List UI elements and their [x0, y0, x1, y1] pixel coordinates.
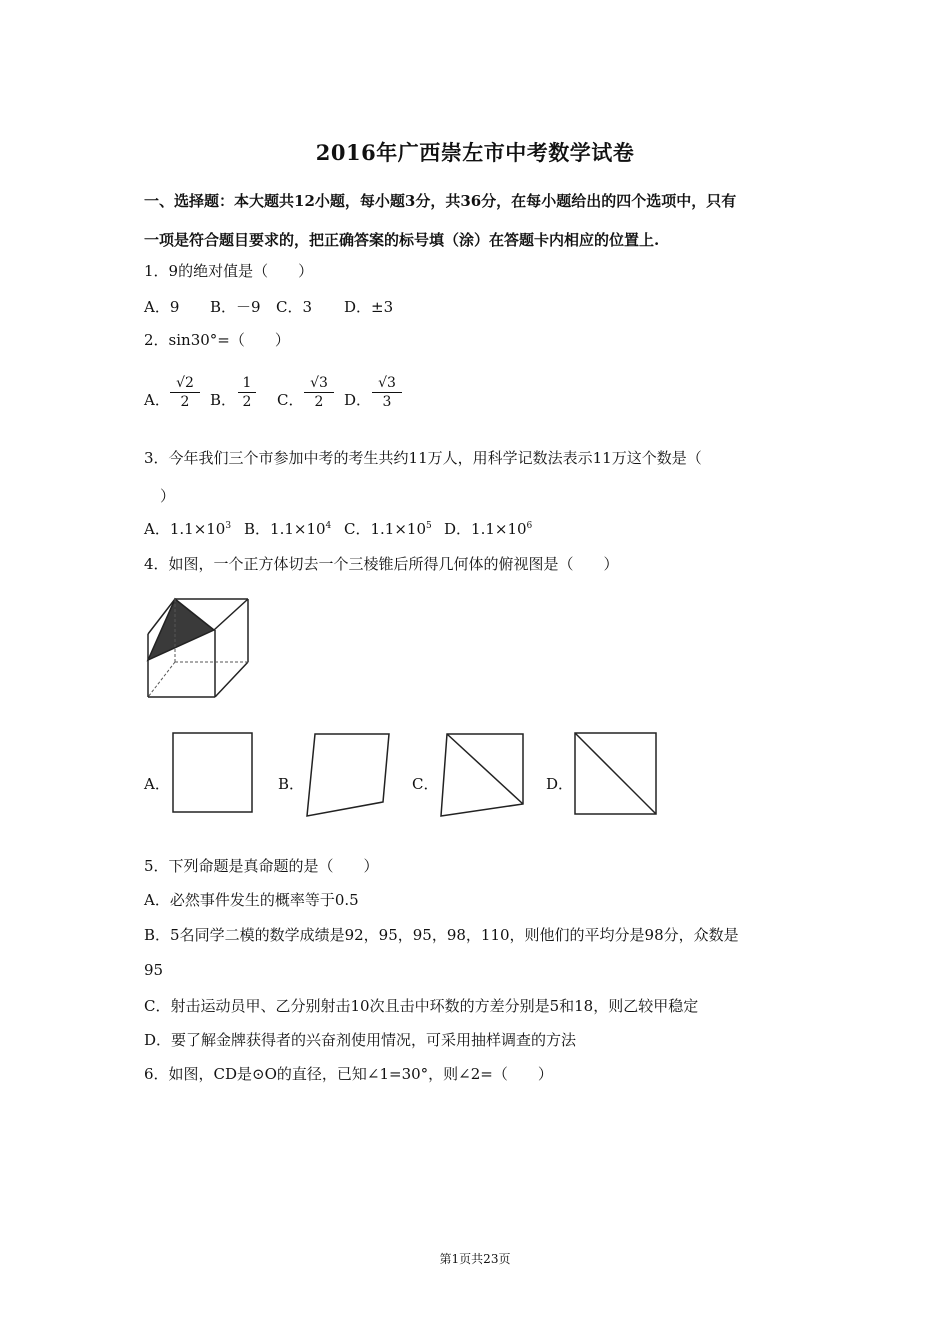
- section-heading-line1: 一、选择题：本大题共12小题，每小题3分，共36分，在每小题给出的四个选项中，只有: [144, 192, 737, 210]
- fraction-bar: [238, 392, 256, 393]
- section-heading-line2: 一项是符合题目要求的，把正确答案的标号填（涂）在答题卡内相应的位置上.: [144, 231, 660, 249]
- q4-option-c-label: C．: [412, 775, 439, 793]
- fraction-bar: [372, 392, 402, 393]
- fraction-numerator: √3: [310, 375, 328, 391]
- q4-option-d-square-with-diagonal: [574, 732, 658, 816]
- q3-option-b: B．$1.1\times 10^4$: [244, 520, 332, 538]
- q3-stem-line1: 3．今年我们三个市参加中考的考生共约11万人，用科学记数法表示11万这个数是（: [144, 449, 702, 467]
- q2-option-d-fraction: [372, 375, 402, 410]
- cube-cut-shaded-face: [148, 599, 214, 660]
- fraction-numerator: √3: [378, 375, 396, 391]
- q4-stem: 4．如图，一个正方体切去一个三棱锥后所得几何体的俯视图是（ ）: [144, 555, 619, 573]
- q1-option-b: B．－9: [210, 298, 261, 316]
- q2-option-b-label: B．: [210, 391, 237, 409]
- fraction-numerator: 1: [242, 375, 252, 391]
- q4-option-d-label: D．: [546, 775, 574, 793]
- q2-option-c-fraction: [304, 375, 334, 410]
- q4-cube-figure: [140, 592, 255, 704]
- q2-option-b-fraction: [238, 375, 256, 410]
- q4-option-a-square: [172, 732, 254, 814]
- q5-stem: 5．下列命题是真命题的是（ ）: [144, 857, 379, 875]
- q1-option-d: D．±3: [344, 298, 394, 316]
- q4-option-c-quadrilateral-with-diagonal: [439, 732, 525, 818]
- fraction-bar: [170, 392, 200, 393]
- q3-option-d: D．$1.1\times 10^6$: [444, 520, 533, 538]
- q3-stem-line2: ）: [160, 487, 176, 505]
- q6-stem: 6．如图，CD是⊙O的直径，已知∠1=30°，则∠2=（ ）: [144, 1065, 553, 1083]
- fraction-numerator: √2: [176, 375, 194, 391]
- q1-stem: 1．9的绝对值是（ ）: [144, 262, 314, 280]
- q3-option-c: C．$1.1\times 10^5$: [344, 520, 432, 538]
- q2-option-a-label: A．: [144, 391, 170, 409]
- fraction-bar: [304, 392, 334, 393]
- q5-option-c: C．射击运动员甲、乙分别射击10次且击中环数的方差分别是5和18，则乙较甲稳定: [144, 997, 699, 1015]
- fraction-denominator: 2: [314, 394, 324, 410]
- q2-option-a-fraction: [170, 375, 200, 410]
- q5-option-b-line1: B．5名同学二模的数学成绩是92，95，95，98，110，则他们的平均分是98分，众数是: [144, 926, 739, 944]
- fraction-denominator: 2: [242, 394, 252, 410]
- q2-stem: 2．sin30°=（ ）: [144, 331, 290, 349]
- page-title: 2016年广西崇左市中考数学试卷: [315, 140, 635, 165]
- q4-option-b-quadrilateral: [305, 732, 391, 818]
- q2-option-c-label: C．: [277, 391, 304, 409]
- q2-option-d-label: D．: [344, 391, 372, 409]
- q5-option-d: D．要了解金牌获得者的兴奋剂使用情况，可采用抽样调查的方法: [144, 1031, 577, 1049]
- q4-option-a-label: A．: [144, 775, 170, 793]
- q3-option-a: A．$1.1\times 10^3$: [144, 520, 232, 538]
- q5-option-b-line2: 95: [144, 961, 164, 979]
- q5-option-a: A．必然事件发生的概率等于0.5: [144, 891, 359, 909]
- fraction-denominator: 2: [180, 394, 190, 410]
- q1-option-c: C．3: [276, 298, 313, 316]
- fraction-denominator: 3: [382, 394, 392, 410]
- q4-option-b-label: B．: [278, 775, 305, 793]
- page-footer: 第1页共23页: [439, 1252, 511, 1266]
- q1-option-a: A．9: [144, 298, 180, 316]
